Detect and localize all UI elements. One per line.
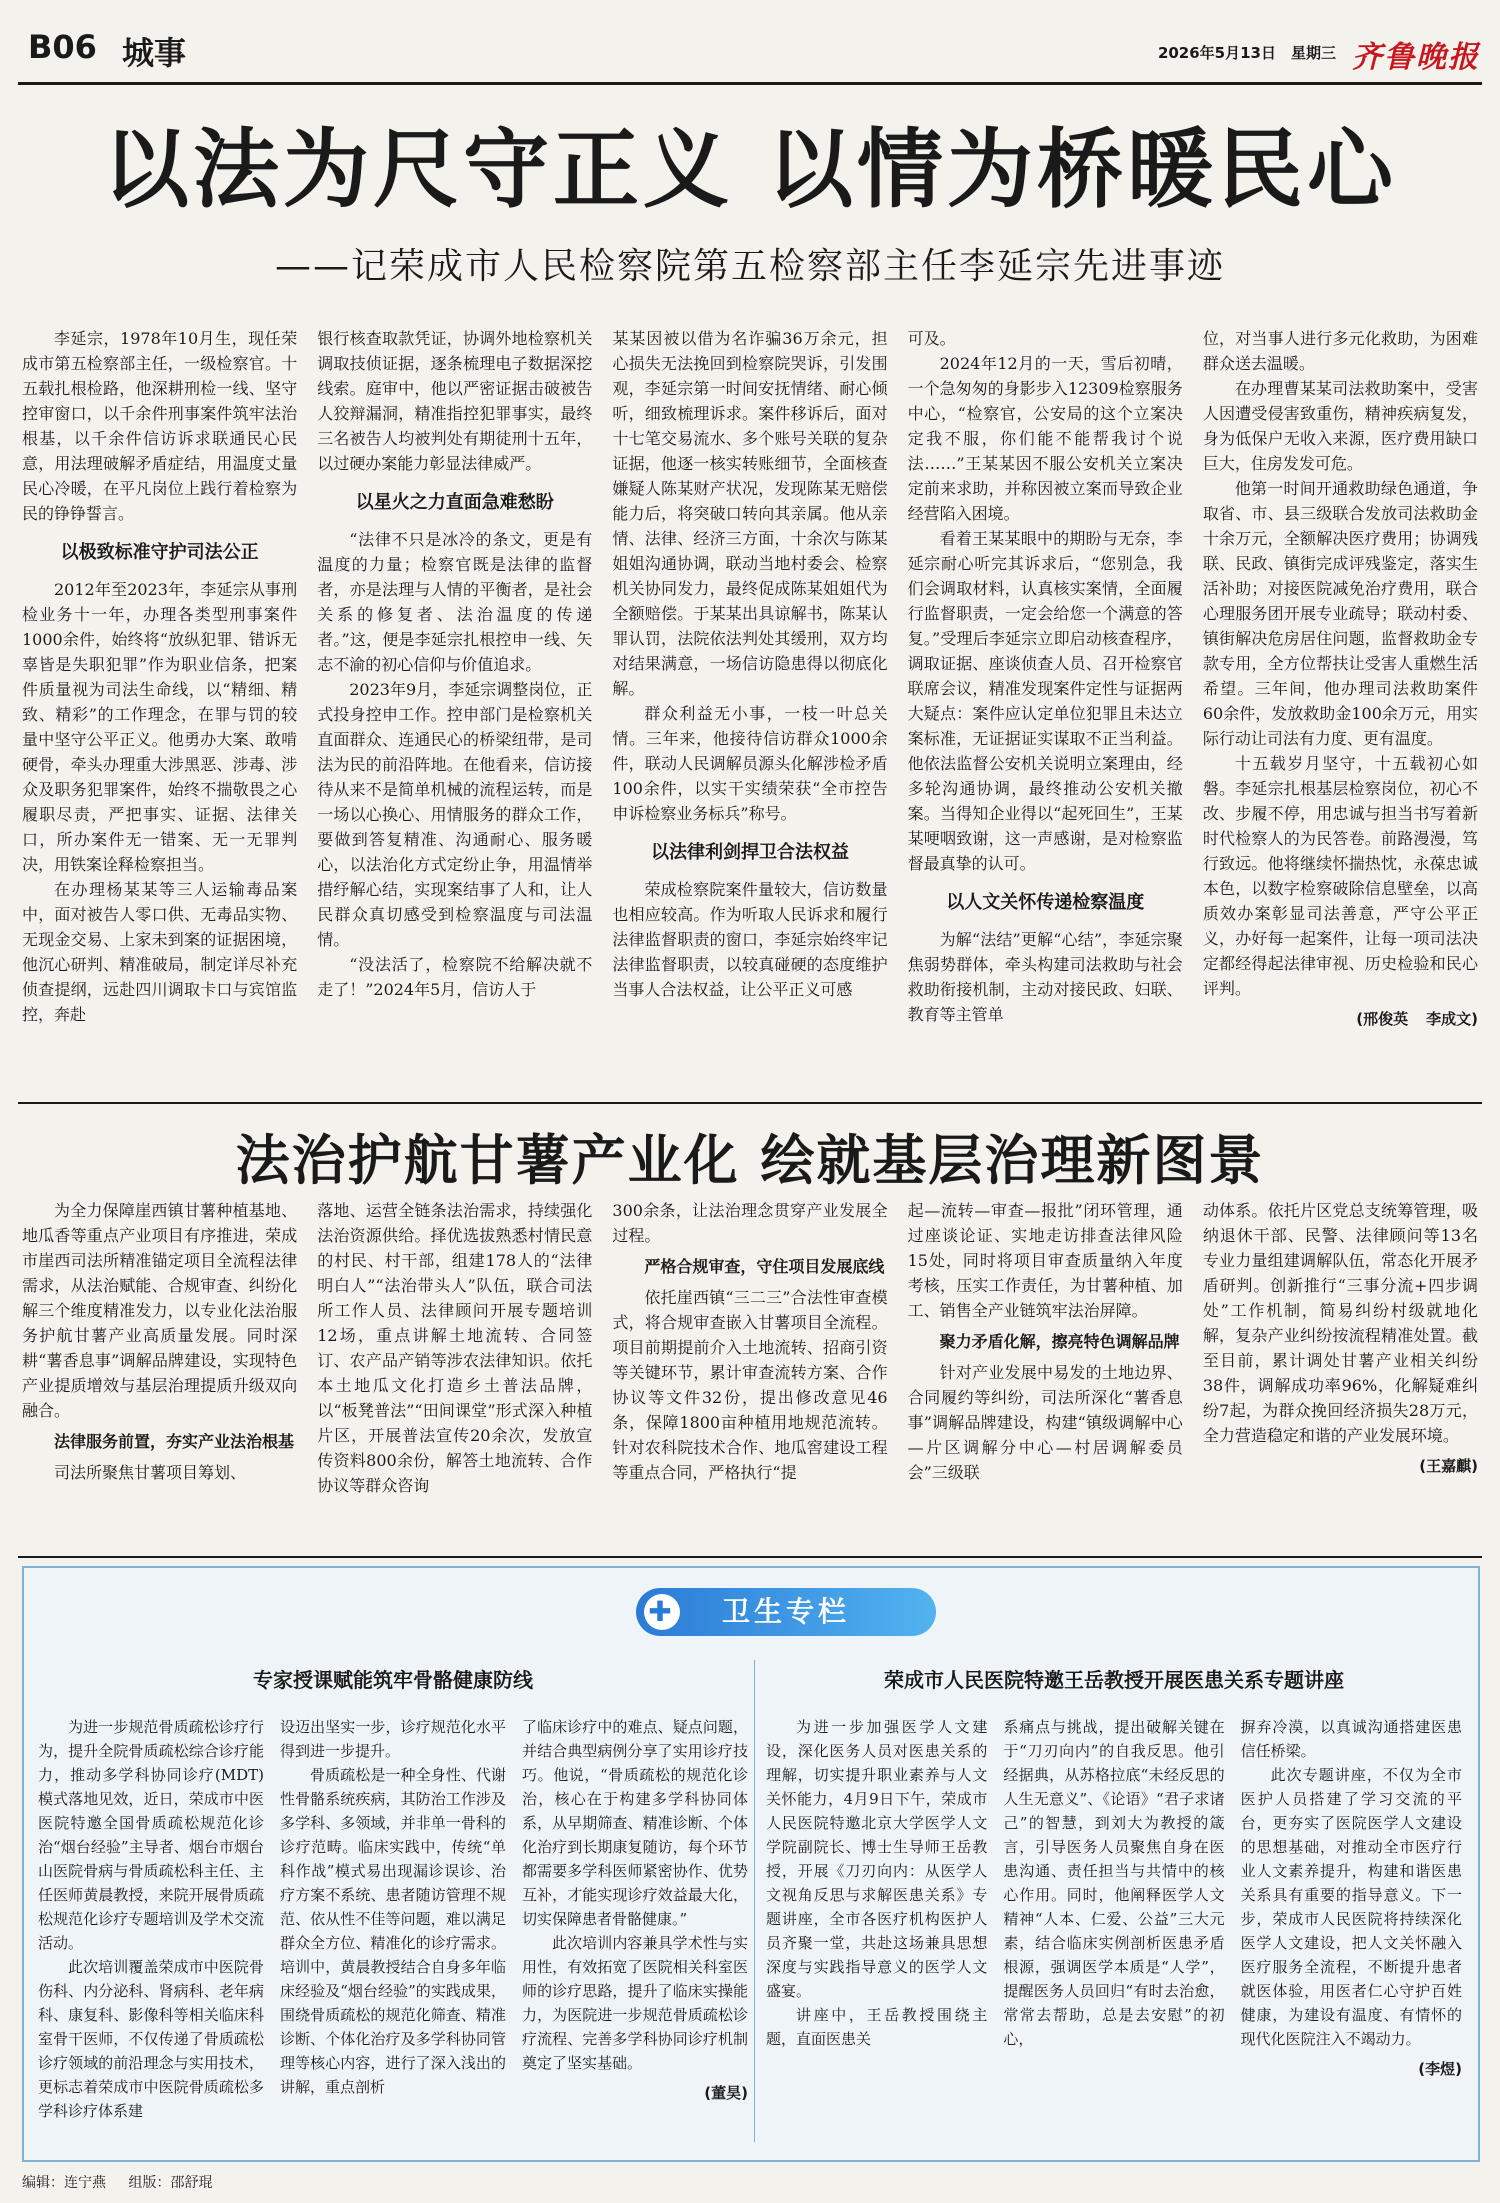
article2-column-4 (908, 1198, 1183, 1550)
section-heading: 以人文关怀传递检察温度 (946, 892, 1145, 913)
article1-column-1 (22, 326, 297, 1086)
paragraph: 了临床诊疗中的难点、疑点问题，并结合典型病例分享了实用诊疗技巧。他说，“骨质疏松的规范化诊治，核心在于构建多学科协同体系，从早期筛查、精准诊断、个体化治疗到长期康复随访，每个环节都需要多学科医师紧密协作、优势互补，才能实现诊疗效益最大化，切实保障患者骨骼健康。” (522, 1718, 748, 1928)
article2-column-5 (1203, 1198, 1478, 1550)
paragraph: 2023年9月，李延宗调整岗位，正式投身控申工作。控申部门是检察机关直面群众、连通民心的桥梁纽带，是司法为民的前沿阵地。在他看来，信访接待从来不是简单机械的流程运转，而是一场以心换心、用情服务的群众工作，要做到答复精准、沟通耐心、服务暖心，以法治化方式定纷止争，用温情举措纾解心结，实现案结事了人和，让人民群众真切感受到检察温度与司法温情。 (317, 680, 593, 949)
feature-divider (754, 1660, 755, 2142)
feature-right-column-2 (1003, 1715, 1224, 2175)
article1-column-4 (908, 326, 1183, 1086)
paragraph: 李延宗，1978年10月生，现任荣成市第五检察部主任，一级检察官。十五载扎根检路，他深耕刑检一线、坚守控审窗口，以千余件刑事案件筑牢法治根基，以千余件信访诉求联通民心民意，用法理破解矛盾症结，用温度丈量民心冷暖，在平凡岗位上践行着检察为民的铮铮誓言。 (22, 329, 298, 523)
paragraph: 荣成检察院案件量较大，信访数量也相应较高。作为听取人民诉求和履行法律监督职责的窗口，李延宗始终牢记法律监督职责，以较真碰硬的态度维护当事人合法权益，让公平正义可感 (612, 880, 888, 999)
paragraph: 在办理杨某某等三人运输毒品案中，面对被告人零口供、无毒品实物、无现金交易、上家未到案的证据困境，他沉心研判、精准破局，制定详尽补充侦查提纲，远赴四川调取卡口与宾馆监控，奔赴 (22, 880, 298, 1024)
paragraph: 2012年至2023年，李延宗从事刑检业务十一年，办理各类型刑事案件1000余件，始终将“放纵犯罪、错诉无辜皆是失职犯罪”作为职业信条，把案件质量视为司法生命线，以“精细、精致、精彩”的工作理念，在罪与罚的较量中坚守公平正义。他勇办大案、敢啃硬骨，牵头办理重大涉黑恶、涉毒、涉众及职务犯罪案件，始终不揣敬畏之心履职尽责，严把事实、证据、法律关口，所办案件无一错案、无一无罪判决，用铁案诠释检察担当。 (22, 580, 298, 874)
paragraph: 为进一步规范骨质疏松诊疗行为，提升全院骨质疏松综合诊疗能力，推动多学科协同诊疗(MDT)模式落地见效，近日，荣成市中医医院特邀全国骨质疏松规范化诊治“烟台经验”主导者、烟台市烟台山医院骨病与骨质疏松科主任、主任医师黄晨教授，来院开展骨质疏松规范化诊疗专题培训及学术交流活动。 (38, 1718, 264, 1952)
header-rule (18, 82, 1482, 85)
paragraph: 他第一时间开通救助绿色通道，争取省、市、县三级联合发放司法救助金十余万元，全额解决医疗费用；协调残联、民政、镇街完成评残鉴定，落实生活补助；对接医院减免治疗费用，联合心理服务团开展专业疏导；联动村委、镇街解决危房居住问题，监督救助金专款专用，全方位帮扶让受害人重燃生活希望。三年间，他办理司法救助案件60余件，发放救助金100余万元，用实际行动让司法有力度、更有温度。 (1202, 479, 1479, 748)
article1-byline (1203, 1007, 1478, 1032)
paragraph: 骨质疏松是一种全身性、代谢性骨骼系统疾病，其防治工作涉及多学科、多领域，并非单一骨科的诊疗范畴。临床实践中，传统“单科作战”模式易出现漏诊误诊、治疗方案不系统、患者随访管理不规范、依从性不佳等问题，难以满足群众全方位、精准化的诊疗需求。培训中，黄晨教授结合自身多年临床经验及“烟台经验”的实践成果，围绕骨质疏松的规范化筛查、精准诊断、个体化治疗及多学科协同管理等核心内容，进行了深入浅出的讲解，重点剖析 (280, 1766, 506, 2096)
medical-cross-icon: ✚ (644, 1594, 680, 1630)
section-name: 城事 (122, 34, 187, 72)
feature-left-article (38, 1650, 748, 2175)
paragraph: 为全力保障崖西镇甘薯种植基地、地瓜香等重点产业项目有序推进，荣成市崖西司法所精准锚定项目全流程法律需求，从法治赋能、合规审查、纠纷化解三个维度精准发力，以专业化法治服务护航甘薯产业高质量发展。同时深耕“薯香息事”调解品牌建设，实现特色产业提质增效与基层治理提质升级双向融合。 (22, 1201, 298, 1420)
paragraph: 看着王某某眼中的期盼与无奈，李延宗耐心听完其诉求后，“您别急，我们会调取材料，认真核实案情，全面履行监督职责，一定会给您一个满意的答复。”受理后李延宗立即启动核查程序，调取证据、座谈侦查人员、召开检察官联席会议，精准发现案件定性与证据两大疑点：案件应认定单位犯罪且未达立案标准，无证据证实谋取不正当利益。他依法监督公安机关说明立案理由，经多轮沟通协调，最终推动公安机关撤案。当得知企业得以“起死回生”，王某某哽咽致谢，这一声感谢，是对检察监督最真挚的认可。 (907, 529, 1183, 873)
article1-column-5 (1203, 326, 1478, 1086)
feature-left-byline: (董昊) (704, 2084, 748, 2102)
paragraph: 300余条，让法治理念贯穿产业发展全过程。 (612, 1201, 888, 1245)
banner-label: 卫生专栏 (721, 1595, 850, 1628)
paragraph: 司法所聚焦甘薯项目筹划、 (54, 1463, 247, 1482)
paragraph: 可及。 (907, 329, 956, 348)
feature-left-body (38, 1715, 748, 2175)
paragraph: 落地、运营全链条法治需求，持续强化法治资源供给。择优选拔熟悉村情民意的村民、村干部，组建178人的“法律明白人”“法治带头人”队伍，联合司法所工作人员、法律顾问开展专题培训12场，重点讲解土地流转、合同签订、农产品产销等涉农法律知识。依托本土地瓜文化打造乡土普法品牌，以“板凳普法”“田间课堂”形式深入种植片区，开展普法宣传20余次，发放宣传资料800余份，解答土地流转、合作协议等群众咨询 (317, 1201, 593, 1495)
paragraph: 十五载岁月坚守，十五载初心如磐。李延宗扎根基层检察岗位，初心不改、步履不停，用忠诚与担当书写着新时代检察人的为民答卷。前路漫漫，笃行致远。他将继续怀揣热忱，永葆忠诚本色，以数字检察破除信息壁垒，以高质效办案彰显司法善意，严守公平正义，办好每一起案件，让每一项司法决定都经得起法律审视、历史检验和民心评判。 (1202, 754, 1479, 998)
section-heading: 以星火之力直面急难愁盼 (355, 492, 554, 513)
layout-credit: 组版：邵舒琨 (128, 2175, 213, 2191)
feature-left-title: 专家授课赋能筑牢骨骼健康防线 (253, 1668, 533, 1692)
page-header (14, 20, 1486, 76)
issue-date: 2026年5月13日 星期三 (1157, 44, 1336, 62)
feature-left-column-1 (38, 1715, 264, 2175)
paragraph: 为进一步加强医学人文建设，深化医务人员对医患关系的理解，切实提升职业素养与人文关怀能力，4月9日下午，荣成市人民医院特邀北京大学医学人文学院副院长、博士生导师王岳教授，开展《刀刃向内：从医学人文视角反思与求解医患关系》专题讲座，全市各医疗机构医护人员齐聚一堂，共赴这场兼具思想深度与实践指导意义的医学人文盛宴。 (766, 1718, 988, 2000)
article1-column-3 (612, 326, 887, 1086)
paragraph: 设迈出坚实一步，诊疗规范化水平得到进一步提升。 (280, 1718, 506, 1760)
article2-body (22, 1198, 1478, 1550)
feature-right-title: 荣成市人民医院特邀王岳教授开展医患关系专题讲座 (884, 1668, 1344, 1692)
article2-column-2 (317, 1198, 592, 1550)
article1-subheadline: ——记荣成市人民检察院第五检察部主任李延宗先进事迹 (274, 246, 1225, 287)
paragraph: 依托崖西镇“三二三”合法性审查模式，将合规审查嵌入甘薯项目全流程。项目前期提前介入土地流转、招商引资等关键环节，累计审查流转方案、合作协议等文件32份，提出修改意见46条，保障1800亩种植用地规范流转。针对农科院技术合作、地瓜窖建设工程等重点合同，严格执行“提 (612, 1288, 888, 1482)
paragraph: “没法活了，检察院不给解决就不走了！”2024年5月，信访人于 (317, 955, 593, 999)
paragraph: 位，对当事人进行多元化救助，为困难群众送去温暖。 (1202, 329, 1479, 373)
paragraph: 某某因被以借为名诈骗36万余元，担心损失无法挽回到检察院哭诉，引发围观，李延宗第一时间安抚情绪、耐心倾听，细致梳理诉求。案件移诉后，面对十七笔交易流水、多个账号关联的复杂证据，他逐一核实转账细节，全面核查嫌疑人陈某财产状况，发现陈某无赔偿能力后，将突破口转向其亲属。他从亲情、法律、经济三方面，十余次与陈某姐姐沟通协调，联动当地村委会、检察机关协同发力，最终促成陈某姐姐代为全额赔偿。于某某出具谅解书，陈某认罪认罚，法院依法判处其缓刑，双方均对结果满意，一场信访隐患得以彻底化解。 (612, 329, 888, 698)
paragraph: 在办理曹某某司法救助案中，受害人因遭受侵害致重伤，精神疾病复发，身为低保户无收入来源，医疗费用缺口巨大，住房发发可危。 (1202, 379, 1479, 473)
paragraph: 针对产业发展中易发的土地边界、合同履约等纠纷，司法所深化“薯香息事”调解品牌建设，构建“镇级调解中心—片区调解分中心—村居调解委员会”三级联 (907, 1363, 1183, 1482)
health-column-banner (636, 1588, 936, 1636)
section-heading: 聚力矛盾化解，擦亮特色调解品牌 (939, 1332, 1180, 1351)
paragraph: “法律不只是冰冷的条文，更是有温度的力量；检察官既是法律的监督者，亦是法理与人情的平衡者，是社会关系的修复者、法治温度的传递者。”这，便是李延宗扎根控申一线、矢志不渝的初心信仰与价值追求。 (317, 530, 593, 674)
article2-column-1 (22, 1198, 297, 1550)
article2-byline: (王嘉麒) (1419, 1457, 1479, 1475)
byline-author: (邢俊英 (1356, 1010, 1409, 1028)
health-feature-box (22, 1566, 1480, 2162)
paragraph: 摒弃冷漠，以真诚沟通搭建医患信任桥梁。 (1240, 1718, 1462, 1760)
paragraph: 群众利益无小事，一枝一叶总关情。三年来，他接待信访群众1000余件，联动人民调解员源头化解涉检矛盾100余件，以实干实绩荣获“全市控告申诉检察业务标兵”称号。 (612, 704, 888, 823)
paragraph: 为解“法结”更解“心结”，李延宗聚焦弱势群体，牵头构建司法救助与社会救助衔接机制，主动对接民政、妇联、教育等主管单 (907, 930, 1183, 1024)
paragraph: 此次培训内容兼具学术性与实用性，有效拓宽了医院相关科室医师的诊疗思路，提升了临床实操能力，为医院进一步规范骨质疏松诊疗流程、完善多学科协同诊疗机制奠定了坚实基础。 (522, 1934, 748, 2072)
section-heading: 以法律利剑捍卫合法权益 (651, 842, 849, 863)
feature-right-byline: (李煜) (1418, 2060, 1462, 2078)
feature-left-column-3 (522, 1715, 748, 2175)
paragraph: 此次培训覆盖荣成市中医院骨伤科、内分泌科、肾病科、老年病科、康复科、影像科等相关临床科室骨干医师，不仅传递了骨质疏松诊疗领域的前沿理念与实用技术，更标志着荣成市中医院骨质疏松多学科诊疗体系建 (38, 1958, 264, 2120)
paragraph: 银行核查取款凭证，协调外地检察机关调取技侦证据，逐条梳理电子数据深挖线索。庭审中，他以严密证据击破被告人狡辩漏洞，精准指控犯罪事实，最终三名被告人均被判处有期徒刑十五年，以过硬办案能力彰显法律威严。 (317, 329, 593, 473)
feature-right-body (766, 1715, 1462, 2175)
feature-right-column-3 (1241, 1715, 1462, 2175)
paragraph: 讲座中，王岳教授围绕主题，直面医患关 (766, 2006, 988, 2048)
paragraph: 系痛点与挑战，提出破解关键在于“刀刃向内”的自我反思。他引经据典，从苏格拉底“未经反思的人生无意义”、《论语》“君子求诸己”的智慧，到刘大为教授的箴言，引导医务人员聚焦自身在医患沟通、责任担当与共情中的核心作用。同时，他阐释医学人文精神“人本、仁爱、公益”三大元素，结合临床实例剖析医患矛盾根源，强调医学本质是“人学”，提醒医务人员回归“有时去治愈，常常去帮助，总是去安慰”的初心， (1003, 1718, 1225, 2048)
newspaper-logo: 齐鲁晚报 (1352, 40, 1480, 75)
byline-author: 李成文) (1426, 1010, 1479, 1028)
article2-headline: 法治护航甘薯产业化 绘就基层治理新图景 (235, 1128, 1265, 1192)
article1-headline: 以法为尺守正义 以情为桥暖民心 (103, 119, 1397, 220)
article1-column-2 (317, 326, 592, 1086)
section-divider (18, 1102, 1482, 1104)
paragraph: 2024年12月的一天，雪后初晴，一个急匆匆的身影步入12309检察服务中心，“检察官，公安局的这个立案决定我不服，你们能不能帮我讨个说法……”王某某因不服公安机关立案决定前来求助，并称因被立案而导致企业经营陷入困境。 (907, 354, 1183, 523)
article1-body (22, 326, 1478, 1086)
feature-right-column-1 (766, 1715, 987, 2175)
paragraph: 起—流转—审查—报批”闭环管理，通过座谈论证、实地走访排查法律风险15处，同时将项目审查质量纳入年度考核，压实工作责任，为甘薯种植、加工、销售全产业链筑牢法治屏障。 (907, 1201, 1183, 1320)
editor-credit: 编辑：连宁燕 (22, 2175, 106, 2191)
paragraph: 动体系。依托片区党总支统筹管理，吸纳退休干部、民警、法律顾问等13名专业力量组建调解队伍，常态化开展矛盾研判。创新推行“三事分流+四步调处”工作机制，简易纠纷村级就地化解，复杂产业纠纷按流程精准处置。截至目前，累计调处甘薯产业相关纠纷38件，调解成功率96%，化解疑难纠纷7起，为群众挽回经济损失28万元，全力营造稳定和谐的产业发展环境。 (1202, 1201, 1479, 1445)
feature-right-article (766, 1650, 1462, 2175)
section-code: B06 (28, 28, 97, 66)
paragraph: 此次专题讲座，不仅为全市医护人员搭建了学习交流的平台，更夯实了医院医学人文建设的思想基础，对推动全市医疗行业人文素养提升，构建和谐医患关系具有重要的指导意义。下一步，荣成市人民医院将持续深化医学人文建设，把人文关怀融入医疗服务全流程，不断提升患者就医体验，用医者仁心守护百姓健康，为建设有温度、有情怀的现代化医院注入不竭动力。 (1240, 1766, 1462, 2048)
article2-column-3 (612, 1198, 887, 1550)
section-heading: 法律服务前置，夯实产业法治根基 (54, 1432, 295, 1451)
page-footer (22, 2172, 230, 2192)
section-heading: 严格合规审查，守住项目发展底线 (644, 1257, 885, 1276)
section-heading: 以极致标准守护司法公正 (60, 542, 259, 563)
section-divider (18, 1556, 1482, 1558)
feature-left-column-2 (280, 1715, 506, 2175)
